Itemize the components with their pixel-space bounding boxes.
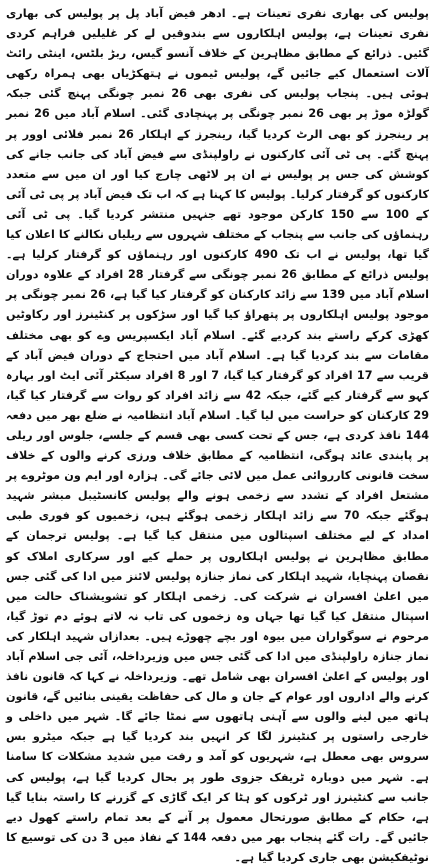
article-body: پولیس کی بھاری نفری تعینات ہے۔ ادھر فیض آباد پل پر پولیس کی بھاری نفری تعینات ہے، پولیس اہلکاروں سے بندوقیں لے کر غلیلیں فراہم کردی گئیں۔ ذرائع کے مطابق مظاہرین کے خلاف آنسو گیس، ربڑ بلٹس، اینٹی رائٹ آلات استعمال کیے جائیں گے، پولیس ٹیموں نے ہتھکڑیاں بھی ہمراہ رکھی ہوئی ہیں۔ پنجاب پولیس کی نفری بھی 26 نمبر چونگی پہنچ گئی جبکہ گولڑہ موڑ پر بھی 26 نمبر چونگی پر پہنچادی گئی۔ اسلام آباد میں 26 نمبر پر رینجرز کو بھی الرٹ کردیا گیا، رینجرز کے اہلکار 26 نمبر فلائی اوور پر پہنچ گئے۔ پی ٹی آئی کارکنوں نے راولپنڈی سے فیض آباد کی جانب جانے کی کوشش کی جس پر پولیس نے ان پر لاٹھی چارج کیا اور ان میں سے متعدد کارکنوں کو گرفتار کرلیا۔ پولیس کا کہنا ہے کہ اب تک فیض آباد پر پی ٹی آئی کے 100 سے 150 کارکن موجود تھے جنہیں منتشر کردیا گیا۔ پی ٹی آئی رہنماؤں کی جانب سے پنجاب کے مختلف شہروں سے ریلیاں نکالنے کا اعلان کیا گیا تھا، پولیس نے اب تک 490 کارکنوں اور رہنماؤں کو گرفتار کرلیا ہے۔ پولیس ذرائع کے مطابق 26 نمبر چونگی سے گرفتار 28 افراد کے علاوہ دوران اسلام آباد میں 139 سے زائد کارکنان کو گرفتار کیا گیا ہے، 26 نمبر چونگی پر موجود پولیس اہلکاروں پر پتھراؤ کیا گیا اور سڑکوں پر کنٹینرز اور رکاوٹیں کھڑی کرکے راستے بند کردیے گئے۔ اسلام آباد ایکسپریس وے کو بھی مختلف مقامات سے بند کردیا گیا ہے۔ اسلام آباد میں احتجاج کے دوران فیض آباد کے قریب سے 17 افراد کو گرفتار کیا گیا، 7 اور 8 افراد سیکٹر آئی ایٹ اور بہارہ کہو سے گرفتار کیے گئے، جبکہ 42 سے زائد افراد کو روات سے گرفتار کیا گیا، 29 کارکنان کو حراست میں لیا گیا۔ اسلام آباد انتظامیہ نے ضلع بھر میں دفعہ 144 نافذ کردی ہے، جس کے تحت کسی بھی قسم کے جلسے، جلوس اور ریلی پر پابندی عائد ہوگی، انتظامیہ کے مطابق خلاف ورزی کرنے والوں کے خلاف سخت قانونی کارروائی عمل میں لائی جائے گی۔ ہزارہ اور ایم ون موٹروے پر مشتعل افراد کے تشدد سے زخمی ہونے والے پولیس کانسٹیبل مبشر شہید ہوگئے جبکہ 70 سے زائد اہلکار زخمی ہوگئے ہیں، زخمیوں کو فوری طبی امداد کے لیے مختلف اسپتالوں میں منتقل کیا گیا ہے۔ پولیس ترجمان کے مطابق مظاہرین نے پولیس اہلکاروں پر حملے کیے اور سرکاری املاک کو نقصان پہنچایا، شہید اہلکار کی نماز جنازہ پولیس لائنز میں ادا کی گئی جس میں اعلیٰ افسران نے شرکت کی۔ زخمی اہلکار کو تشویشناک حالت میں اسپتال منتقل کیا گیا تھا جہاں وہ زخموں کی تاب نہ لاتے ہوئے دم توڑ گیا، مرحوم نے سوگواران میں بیوہ اور بچے چھوڑے ہیں۔ بعدازاں شہید اہلکار کی نماز جنازہ راولپنڈی میں ادا کی گئی جس میں وزیرداخلہ، آئی جی اسلام آباد اور پولیس کے اعلیٰ افسران بھی شامل تھے۔ وزیرداخلہ نے کہا کہ قانون نافذ کرنے والے اداروں اور عوام کے جان و مال کی حفاظت یقینی بنائیں گے، قانون ہاتھ میں لینے والوں سے آہنی ہاتھوں سے نمٹا جائے گا۔ شہر میں داخلی و خارجی راستوں پر کنٹینرز لگا کر انہیں بند کردیا گیا ہے جبکہ میٹرو بس سروس بھی معطل ہے، شہریوں کو آمد و رفت میں شدید مشکلات کا سامنا ہے۔ شہر میں دوبارہ ٹریفک جزوی طور پر بحال کردیا گیا ہے، پولیس کی جانب سے کنٹینرز اور ٹرکوں کو ہٹا کر ایک گاڑی کے گزرنے کا راستہ بنایا گیا ہے، حکام کے مطابق صورتحال معمول پر آنے کے بعد تمام راستے کھول دیے جائیں گے۔ رات گئے پنجاب بھر میں دفعہ 144 کے نفاذ میں 3 دن کی توسیع کا نوٹیفکیشن بھی جاری کردیا گیا ہے۔ <box>6 7 430 864</box>
